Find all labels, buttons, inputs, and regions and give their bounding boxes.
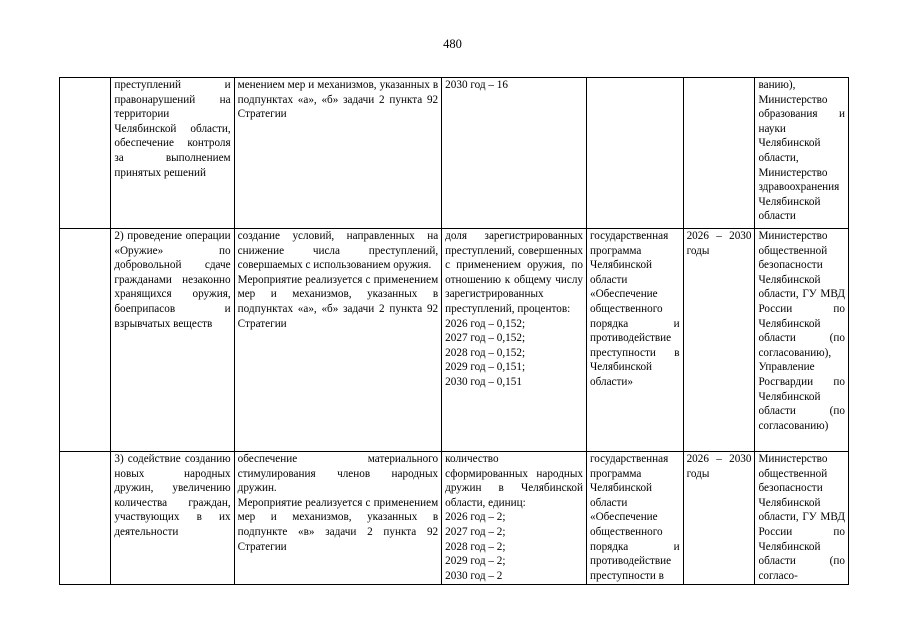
cell-paragraph: Мероприятие реализуется с применением мер и механизмов, указанных в подпунктах «а», «б» задачи 2 пункта 92 Стратегии — [237, 273, 439, 330]
cell-paragraph: 2030 год – 2 — [445, 569, 503, 582]
cell-paragraph: обеспечение материального стимулирования членов народных дружин. — [237, 453, 439, 495]
measures-table — [59, 77, 849, 585]
cell-paragraph: создание условий, направленных на снижение числа преступлений, совершаемых с использованием оружия. — [237, 230, 439, 272]
cell-program: государственная программа Челябинской области «Обеспечение общественного порядка и противодействие преступности в Челябинской области» — [587, 229, 684, 452]
cell-paragraph: доля зарегистрированных преступлений, совершенных с применением оружия, по отношению к общему числу зарегистрированных преступлений, процентов: — [445, 230, 583, 315]
cell-event: преступлений и правонарушений на территории Челябинской области, обеспечение контроля за выполнением принятых решений — [111, 78, 234, 229]
cell-number — [60, 78, 111, 229]
page-number: 480 — [443, 37, 462, 51]
cell-executors: Министерство общественной безопасности Челябинской области, ГУ МВД России по Челябинской области (по согласованию), Управление Росгвардии по Челябинской области (по согласованию) — [755, 229, 849, 452]
cell-description — [234, 229, 442, 452]
table-row — [60, 452, 849, 585]
cell-event: 2) проведение операции «Оружие» по добровольной сдаче гражданами незаконно хранящихся оружия, боеприпасов и взрывчатых веществ — [111, 229, 234, 452]
cell-number — [60, 452, 111, 585]
cell-period: 2026 – 2030 годы — [683, 452, 755, 585]
cell-paragraph: 2029 год – 0,151; — [445, 361, 526, 374]
cell-indicator — [442, 452, 587, 585]
cell-executors: ванию), Министерство образования и науки Челябинской области, Министерство здравоохранения Челябинской области — [755, 78, 849, 229]
cell-program — [587, 78, 684, 229]
cell-paragraph: 2029 год – 2; — [445, 555, 506, 568]
cell-description — [234, 452, 442, 585]
cell-indicator — [442, 229, 587, 452]
cell-indicator: 2030 год – 16 — [442, 78, 587, 229]
cell-paragraph: 2027 год – 0,152; — [445, 332, 526, 345]
cell-paragraph: 2028 год – 2; — [445, 540, 506, 553]
cell-paragraph: 2028 год – 0,152; — [445, 346, 526, 359]
cell-period — [683, 78, 755, 229]
cell-paragraph: 2030 год – 0,151 — [445, 375, 522, 388]
cell-period: 2026 – 2030 годы — [683, 229, 755, 452]
cell-event: 3) содействие созданию новых народных дружин, увеличению количества граждан, участвующих в их деятельности — [111, 452, 234, 585]
cell-description: менением мер и механизмов, указанных в подпунктах «а», «б» задачи 2 пункта 92 Стратегии — [234, 78, 442, 229]
cell-paragraph: 2026 год – 0,152; — [445, 317, 526, 330]
cell-paragraph: количество сформированных народных дружин в Челябинской области, единиц: — [445, 453, 583, 509]
table-row — [60, 229, 849, 452]
table-row — [60, 78, 849, 229]
cell-paragraph: Мероприятие реализуется с применением мер и механизмов, указанных в подпункте «в» задачи 2 пункта 92 Стратегии — [237, 496, 439, 553]
cell-paragraph: 2026 год – 2; — [445, 511, 506, 524]
cell-paragraph: 2027 год – 2; — [445, 525, 506, 538]
cell-number — [60, 229, 111, 452]
cell-executors: Министерство общественной безопасности Челябинской области, ГУ МВД России по Челябинской области (по согласо- — [755, 452, 849, 585]
cell-program: государственная программа Челябинской области «Обеспечение общественного порядка и противодействие преступности в — [587, 452, 684, 585]
